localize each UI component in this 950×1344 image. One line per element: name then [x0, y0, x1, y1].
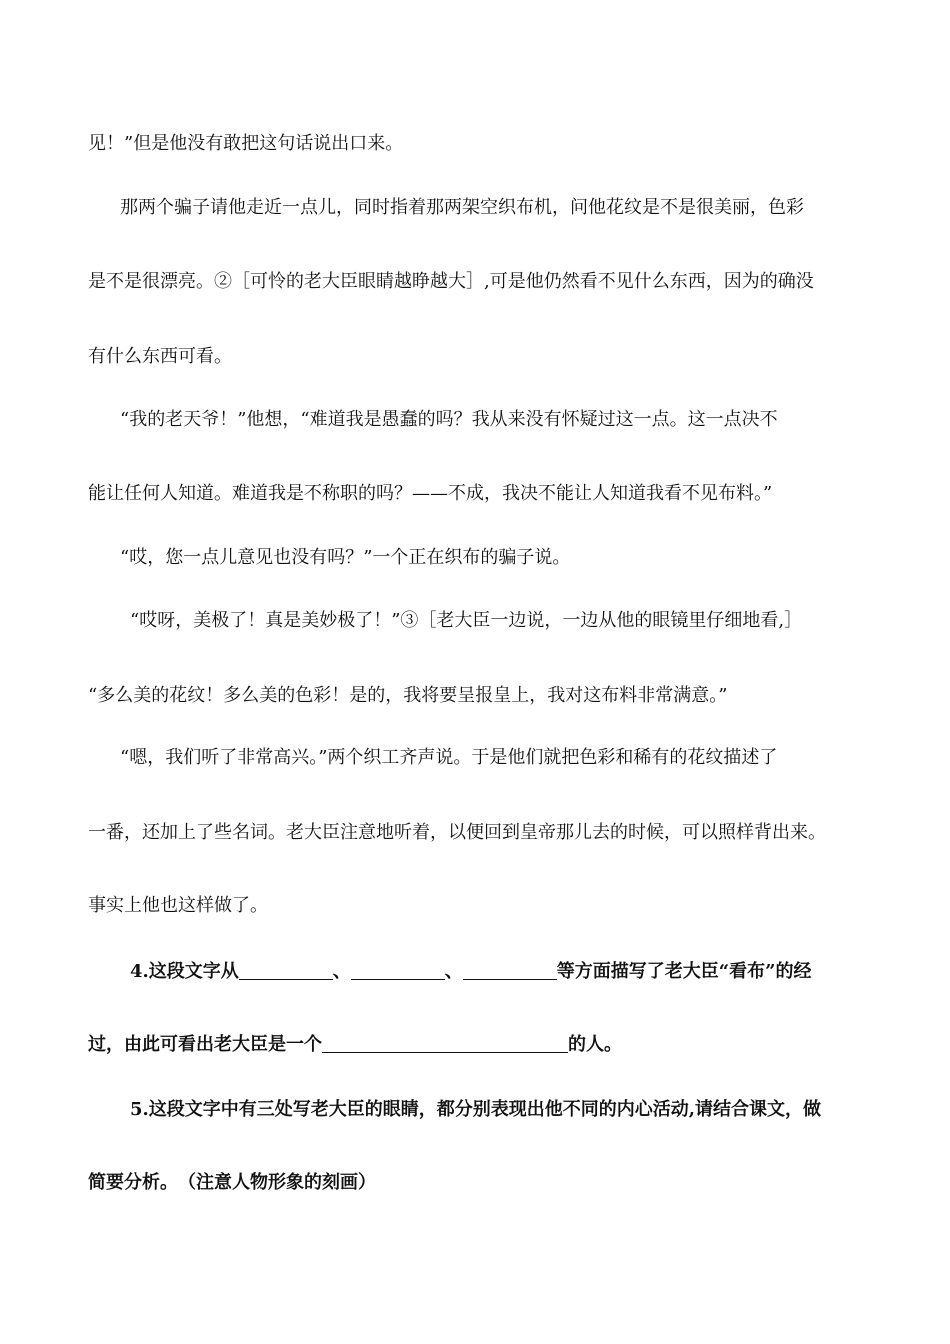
question-5-line-1: 5.这段文字中有三处写老大臣的眼睛，都分别表现出他不同的内心活动,请结合课文，做 — [130, 1099, 822, 1120]
passage-line: 能让任何人知道。难道我是不称职的吗？——不成，我决不能让人知道我看不见布料。” — [88, 483, 773, 504]
passage-line: 事实上他也这样做了。 — [88, 895, 268, 916]
passage-line: “哎呀，美极了！真是美妙极了！”③［老大臣一边说，一边从他的眼镜里仔细地看,］ — [130, 610, 803, 631]
answer-blank-3[interactable] — [463, 961, 557, 980]
question-4-text: 过，由此可看出老大臣是一个 — [88, 1034, 322, 1055]
passage-line: 一番，还加上了些名词。老大臣注意地听着，以便回到皇帝那儿去的时候，可以照样背出来。 — [88, 822, 826, 843]
question-4-line-2 — [88, 1033, 622, 1057]
question-4-line-1 — [130, 960, 812, 984]
passage-line: 是不是很漂亮。②［可怜的老大臣眼睛越睁越大］,可是他仍然看不见什么东西，因为的确没 — [88, 271, 814, 292]
passage-line: “多么美的花纹！多么美的色彩！是的，我将要呈报皇上，我对这布料非常满意。” — [88, 685, 728, 706]
answer-blank-2[interactable] — [351, 961, 445, 980]
answer-blank-4[interactable] — [322, 1034, 568, 1053]
separator: 、 — [444, 961, 463, 982]
answer-blank-1[interactable] — [239, 961, 333, 980]
question-4-text: 等方面描写了老大臣“看布”的经 — [556, 961, 812, 982]
question-4-text: 4.这段文字从 — [130, 961, 239, 982]
passage-line: “哎，您一点儿意见也没有吗？”一个正在织布的骗子说。 — [120, 547, 571, 568]
question-5-line-2: 简要分析。 （注意人物形象的刻画） — [88, 1172, 376, 1193]
separator: 、 — [332, 961, 351, 982]
question-4-text: 的人。 — [568, 1034, 622, 1055]
passage-line: 见！”但是他没有敢把这句话说出口来。 — [88, 133, 404, 154]
passage-line: “我的老天爷！”他想，“难道我是愚蠢的吗？我从来没有怀疑过这一点。这一点决不 — [120, 409, 778, 430]
passage-line: 那两个骗子请他走近一点儿，同时指着那两架空织布机，问他花纹是不是很美丽，色彩 — [120, 197, 804, 218]
passage-line: 有什么东西可看。 — [88, 346, 232, 367]
passage-line: “嗯，我们听了非常高兴。”两个织工齐声说。于是他们就把色彩和稀有的花纹描述了 — [120, 747, 778, 768]
